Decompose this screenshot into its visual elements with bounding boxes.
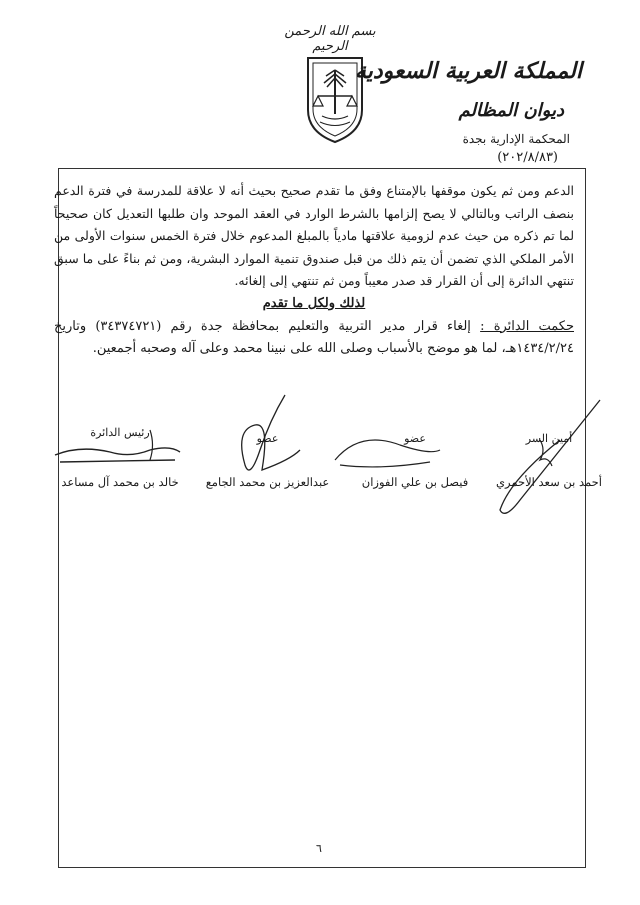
document-body [54, 180, 574, 360]
basmala: بسم الله الرحمن الرحيم [284, 24, 376, 54]
signature-role: عضو [404, 432, 426, 445]
signature-role: عضو [256, 432, 279, 445]
section-heading: لذلك ولكل ما تقدم [262, 295, 366, 311]
kingdom-title: المملكة العربية السعودية [354, 58, 582, 84]
office-title: ديوان المظالم [458, 100, 564, 121]
signature-block [195, 432, 340, 489]
signature-name: أحمد بن سعد الأحمري [496, 475, 602, 489]
signature-block [340, 432, 490, 489]
case-number: (٢٠٢/٨/٨٣) [497, 150, 558, 165]
court-name: المحكمة الإدارية بجدة [462, 132, 570, 146]
signature-name: فيصل بن علي الفوزان [361, 475, 469, 489]
ruling-paragraph [54, 316, 574, 360]
signature-block [50, 426, 190, 489]
signature-role: أمين السر [525, 432, 573, 445]
page-number: ٦ [316, 842, 322, 855]
reasoning-paragraph: الدعم ومن ثم يكون موقفها بالإمتناع وفق ما تقدم صحيح بحيث أنه لا علاقة للمدرسة في فترة الدعم بنصف الراتب وبالتالي لا يصح إلزامها بالشرط الوارد في العقد الموحد وان طلبها التعديل كان صحيحاً لما تم ذكره من حيث عدم لزومية علاقتها مادياً بالمبلغ المدعوم خلال فترة الخمس سنوات الأولى من الأمر الملكي الذي تضمن أن يتم ذلك من قبل صندوق تنمية الموارد البشرية، ومن ثم بناءً على ما سبق تنتهي الدائرة إلى أن القرار قد صدر معيباً ومن ثم تنتهي إلى إلغائه. [54, 183, 574, 289]
signature-block [494, 432, 604, 489]
ruling-text: إلغاء قرار مدير التربية والتعليم بمحافظة جدة رقم (٣٤٣٧٤٧٢١) وتاريخ ١٤٣٤/٢/٢٤هـ، لما هو موضح بالأسباب وصلى الله على نبينا محمد وعلى آله وصحبه أجمعين. [54, 318, 574, 356]
signature-name: عبدالعزيز بن محمد الجامع [205, 475, 330, 489]
signature-role: رئيس الدائرة [90, 426, 150, 439]
ruling-label: حكمت الدائرة : [480, 318, 574, 334]
signature-name: خالد بن محمد آل مساعد [61, 475, 179, 489]
